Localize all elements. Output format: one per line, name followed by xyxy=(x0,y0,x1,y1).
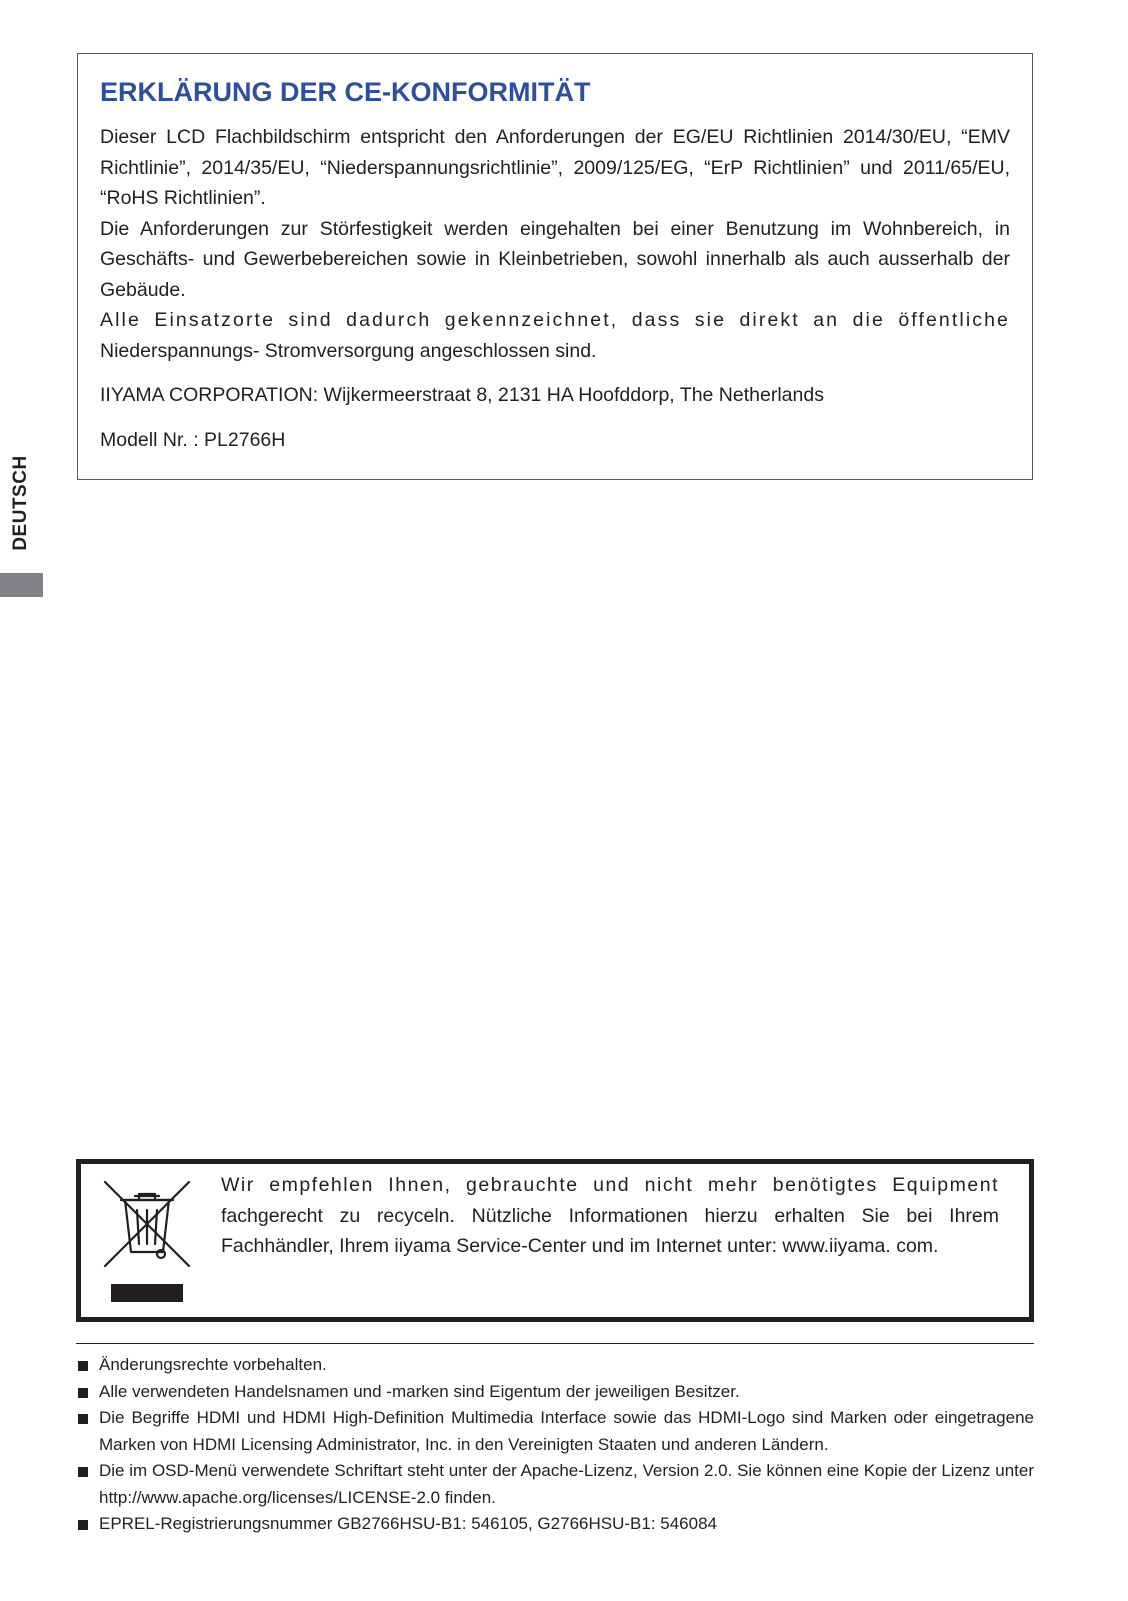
legal-notes-list xyxy=(76,1352,1034,1538)
ce-paragraph-immunity: Die Anforderungen zur Störfestigkeit werden eingehalten bei einer Benutzung im Wohnbereich, in Geschäfts- und Gewerbebereichen sowie in Kleinbetrieben, sowohl innerhalb als auch ausserhalb der Gebäude. xyxy=(100,217,1010,301)
model-number: Modell Nr. : PL2766H xyxy=(100,428,286,451)
language-tab-marker xyxy=(0,573,43,597)
legal-note: Alle verwendeten Handelsnamen und -marken sind Eigentum der jeweiligen Besitzer. xyxy=(76,1379,1034,1406)
ce-paragraph-directives: Dieser LCD Flachbildschirm entspricht den Anforderungen der EG/EU Richtlinien 2014/30/EU, “EMV Richtlinie”, 2014/35/EU, “Niederspannungsrichtlinie”, 2009/125/EG, “ErP Richtlinien” und 2011/65/EU, “RoHS Richtlinien”. xyxy=(100,126,1010,209)
legal-note: Die Begriffe HDMI und HDMI High-Definition Multimedia Interface sowie das HDMI-Logo sind Marken oder eingetragene Marken von HDMI Licensing Administrator, Inc. in den Vereinigten Staaten und anderen Ländern. xyxy=(76,1405,1034,1458)
manufacturer-address: IIYAMA CORPORATION: Wijkermeerstraat 8, 2131 HA Hoofddorp, The Netherlands xyxy=(100,384,824,406)
recycling-notice-box xyxy=(76,1159,1034,1322)
ce-declaration-title: ERKLÄRUNG DER CE-KONFORMITÄT xyxy=(100,77,591,107)
square-bullet-icon xyxy=(78,1520,88,1530)
crossed-out-wheelie-bin-icon xyxy=(101,1178,193,1270)
ce-paragraph-power-supply: Alle Einsatzorte sind dadurch gekennzeichnet, dass sie direkt an die öffentliche Niederspannungs- Stromversorgung angeschlossen sind. xyxy=(100,309,1010,362)
square-bullet-icon xyxy=(78,1414,88,1424)
legal-note: Änderungsrechte vorbehalten. xyxy=(76,1352,1034,1379)
legal-note: EPREL-Registrierungsnummer GB2766HSU-B1: 546105, G2766HSU-B1: 546084 xyxy=(76,1511,1034,1538)
square-bullet-icon xyxy=(78,1467,88,1477)
language-label: DEUTSCH xyxy=(10,455,31,551)
square-bullet-icon xyxy=(78,1388,88,1398)
language-side-tab xyxy=(0,443,43,597)
recycling-black-bar xyxy=(111,1284,183,1302)
square-bullet-icon xyxy=(78,1361,88,1371)
footer-divider xyxy=(76,1343,1034,1344)
recycling-notice-text: Wir empfehlen Ihnen, gebrauchte und nicht mehr benötigtes Equipment fachgerecht zu recyceln. Nützliche Informationen hierzu erhalten Sie bei Ihrem Fachhändler, Ihrem iiyama Service-Center und im Internet unter: www.iiyama. com. xyxy=(221,1174,999,1257)
ce-declaration-box xyxy=(77,53,1033,480)
legal-note: Die im OSD-Menü verwendete Schriftart steht unter der Apache-Lizenz, Version 2.0. Sie können eine Kopie der Lizenz unter http://www.apache.org/licenses/LICENSE-2.0 finden. xyxy=(76,1458,1034,1511)
